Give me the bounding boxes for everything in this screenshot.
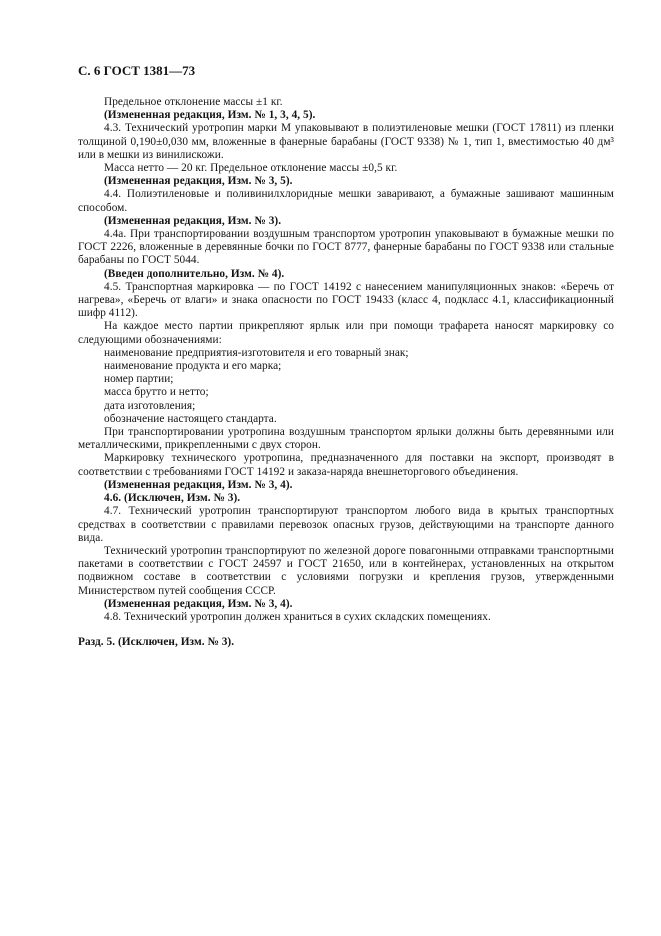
paragraph: При транспортировании уротропина воздушным транспортом ярлыки должны быть деревянными или металлическими, прикрепленными с двух сторон. xyxy=(78,426,614,452)
document-body xyxy=(78,96,614,649)
paragraph: 4.4а. При транспортировании воздушным транспортом уротропин упаковывают в бумажные мешки по ГОСТ 2226, вложенные в деревянные бочки по ГОСТ 8777, фанерные барабаны по ГОСТ 9338 или стальные барабаны по ГОСТ 5044. xyxy=(78,228,614,267)
paragraph: Предельное отклонение массы ±1 кг. xyxy=(104,96,283,108)
paragraph: Технический уротропин транспортируют по железной дороге повагонными отправками транспортными пакетами в соответствии с ГОСТ 24597 и ГОСТ 21650, или в контейнерах, установленных на открытом подвижном составе в соответствии с условиями погрузки и крепления грузов, утвержденными Министерством путей сообщения СССР. xyxy=(78,544,614,597)
list-item: обозначение настоящего стандарта. xyxy=(104,412,277,425)
amendment-note: (Введен дополнительно, Изм. № 4). xyxy=(104,267,285,280)
list-item: наименование продукта и его марка; xyxy=(104,360,282,373)
paragraph: 4.5. Транспортная маркировка — по ГОСТ 14192 с нанесением манипуляционных знаков: «Беречь от нагрева», «Беречь от влаги» и знака опасности по ГОСТ 19433 (класс 4, подкласс 4.1, классификационный шифр 4112). xyxy=(78,280,614,320)
list-item: масса брутто и нетто; xyxy=(104,386,209,399)
section-note: Разд. 5. (Исключен, Изм. № 3). xyxy=(78,636,235,649)
paragraph: На каждое место партии прикрепляют ярлык или при помощи трафарета наносят маркировку со следующими обозначениями: xyxy=(78,320,614,346)
paragraph: 4.4. Полиэтиленовые и поливинилхлоридные мешки заваривают, а бумажные зашивают машинным способом. xyxy=(78,188,614,214)
amendment-note: 4.6. (Исключен, Изм. № 3). xyxy=(104,492,241,505)
list-item: дата изготовления; xyxy=(104,399,196,412)
list-item: наименование предприятия-изготовителя и его товарный знак; xyxy=(104,346,409,359)
amendment-note: (Измененная редакция, Изм. № 1, 3, 4, 5). xyxy=(104,109,316,122)
paragraph: 4.8. Технический уротропин должен храниться в сухих складских помещениях. xyxy=(104,610,491,623)
paragraph: Масса нетто — 20 кг. Предельное отклонение массы ±0,5 кг. xyxy=(104,162,398,175)
paragraph: 4.3. Технический уротропин марки М упаковывают в полиэтиленовые мешки (ГОСТ 17811) из пленки толщиной 0,190±0,030 мм, вложенные в фанерные барабаны (ГОСТ 9338) № 1, тип 1, вместимостью 40 дм³ или в мешки из винилискожи. xyxy=(78,122,614,161)
list-item: номер партии; xyxy=(104,373,174,386)
page-header: С. 6 ГОСТ 1381—73 xyxy=(78,63,196,78)
amendment-note: (Измененная редакция, Изм. № 3, 5). xyxy=(104,175,293,188)
amendment-note: (Измененная редакция, Изм. № 3, 4). xyxy=(104,478,293,491)
amendment-note: (Измененная редакция, Изм. № 3). xyxy=(104,214,282,227)
amendment-note: (Измененная редакция, Изм. № 3, 4). xyxy=(104,597,293,610)
paragraph: 4.7. Технический уротропин транспортируют транспортом любого вида в крытых транспортных средствах в соответствии с правилами перевозок опасных грузов, действующими на транспорте данного вида. xyxy=(78,505,614,544)
paragraph: Маркировку технического уротропина, предназначенного для поставки на экспорт, производят в соответствии с требованиями ГОСТ 14192 и заказа-наряда внешнеторгового объединения. xyxy=(78,452,614,478)
